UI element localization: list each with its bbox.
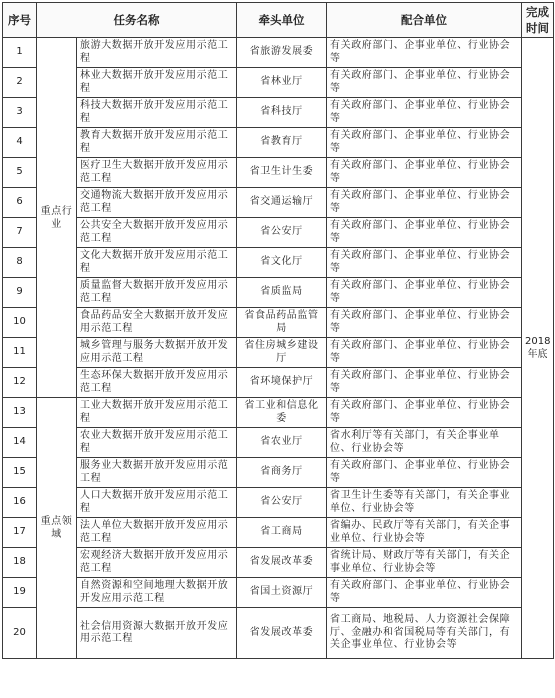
table-row [3, 368, 554, 398]
row-task: 农业大数据开放开发应用示范工程 [77, 428, 237, 458]
row-index: 12 [3, 368, 37, 398]
header-coop: 配合单位 [327, 3, 522, 38]
table-row [3, 338, 554, 368]
row-index: 7 [3, 218, 37, 248]
table-row [3, 518, 554, 548]
row-task: 法人单位大数据开放开发应用示范工程 [77, 518, 237, 548]
header-row [3, 3, 554, 38]
row-index: 18 [3, 548, 37, 578]
table-row [3, 608, 554, 659]
row-lead: 省文化厅 [237, 248, 327, 278]
row-coop: 有关政府部门、企事业单位、行业协会等 [327, 98, 522, 128]
header-time: 完成时间 [522, 3, 554, 38]
row-lead: 省工业和信息化委 [237, 398, 327, 428]
row-coop: 有关政府部门、企事业单位、行业协会等 [327, 338, 522, 368]
row-task: 旅游大数据开放开发应用示范工程 [77, 38, 237, 68]
row-task: 质量监督大数据开放开发应用示范工程 [77, 278, 237, 308]
row-coop: 省工商局、地税局、人力资源社会保障厅、金融办和省国税局等有关部门，有关企事业单位、行业协会等 [327, 608, 522, 659]
table-row [3, 488, 554, 518]
table-row [3, 578, 554, 608]
row-coop: 有关政府部门、企事业单位、行业协会等 [327, 128, 522, 158]
row-lead: 省农业厅 [237, 428, 327, 458]
row-coop: 省统计局、财政厅等有关部门，有关企事业单位、行业协会等 [327, 548, 522, 578]
row-index: 11 [3, 338, 37, 368]
group-field: 重点领域 [37, 398, 77, 659]
row-index: 4 [3, 128, 37, 158]
row-task: 生态环保大数据开放开发应用示范工程 [77, 368, 237, 398]
row-lead: 省公安厅 [237, 218, 327, 248]
row-index: 2 [3, 68, 37, 98]
table-row [3, 308, 554, 338]
row-task: 文化大数据开放开发应用示范工程 [77, 248, 237, 278]
table-row [3, 158, 554, 188]
completion-time: 2018年底 [522, 38, 554, 659]
row-lead: 省科技厅 [237, 98, 327, 128]
table-row [3, 218, 554, 248]
table-row [3, 458, 554, 488]
row-lead: 省住房城乡建设厅 [237, 338, 327, 368]
row-task: 自然资源和空间地理大数据开放开发应用示范工程 [77, 578, 237, 608]
row-index: 17 [3, 518, 37, 548]
table-row [3, 188, 554, 218]
row-index: 13 [3, 398, 37, 428]
row-lead: 省食品药品监管局 [237, 308, 327, 338]
row-lead: 省教育厅 [237, 128, 327, 158]
row-coop: 有关政府部门、企事业单位、行业协会等 [327, 458, 522, 488]
header-index: 序号 [3, 3, 37, 38]
row-lead: 省质监局 [237, 278, 327, 308]
row-lead: 省卫生计生委 [237, 158, 327, 188]
table-row [3, 548, 554, 578]
row-lead: 省旅游发展委 [237, 38, 327, 68]
row-index: 14 [3, 428, 37, 458]
row-lead: 省环境保护厅 [237, 368, 327, 398]
table-row [3, 128, 554, 158]
header-lead: 牵头单位 [237, 3, 327, 38]
task-table [2, 2, 554, 659]
table-row [3, 428, 554, 458]
row-index: 1 [3, 38, 37, 68]
table-row [3, 398, 554, 428]
table-row [3, 248, 554, 278]
row-task: 工业大数据开放开发应用示范工程 [77, 398, 237, 428]
row-coop: 有关政府部门、企事业单位、行业协会等 [327, 248, 522, 278]
row-index: 8 [3, 248, 37, 278]
row-coop: 有关政府部门、企事业单位、行业协会等 [327, 278, 522, 308]
row-index: 16 [3, 488, 37, 518]
row-coop: 有关政府部门、企事业单位、行业协会等 [327, 578, 522, 608]
row-coop: 有关政府部门、企事业单位、行业协会等 [327, 68, 522, 98]
row-coop: 有关政府部门、企事业单位、行业协会等 [327, 188, 522, 218]
row-coop: 有关政府部门、企事业单位、行业协会等 [327, 218, 522, 248]
row-lead: 省工商局 [237, 518, 327, 548]
row-lead: 省国土资源厅 [237, 578, 327, 608]
header-task: 任务名称 [37, 3, 237, 38]
row-lead: 省交通运输厅 [237, 188, 327, 218]
table-row [3, 68, 554, 98]
row-coop: 省卫生计生委等有关部门，有关企事业单位、行业协会等 [327, 488, 522, 518]
row-task: 医疗卫生大数据开放开发应用示范工程 [77, 158, 237, 188]
row-task: 食品药品安全大数据开放开发应用示范工程 [77, 308, 237, 338]
row-lead: 省公安厅 [237, 488, 327, 518]
row-task: 交通物流大数据开放开发应用示范工程 [77, 188, 237, 218]
row-index: 20 [3, 608, 37, 659]
table-row [3, 38, 554, 68]
row-lead: 省发展改革委 [237, 548, 327, 578]
row-lead: 省发展改革委 [237, 608, 327, 659]
row-index: 9 [3, 278, 37, 308]
row-lead: 省商务厅 [237, 458, 327, 488]
row-lead: 省林业厅 [237, 68, 327, 98]
row-coop: 有关政府部门、企事业单位、行业协会等 [327, 158, 522, 188]
row-task: 宏观经济大数据开放开发应用示范工程 [77, 548, 237, 578]
row-index: 10 [3, 308, 37, 338]
row-coop: 有关政府部门、企事业单位、行业协会等 [327, 398, 522, 428]
row-coop: 有关政府部门、企事业单位、行业协会等 [327, 368, 522, 398]
row-index: 15 [3, 458, 37, 488]
row-task: 服务业大数据开放开发应用示范工程 [77, 458, 237, 488]
row-task: 公共安全大数据开放开发应用示范工程 [77, 218, 237, 248]
row-task: 社会信用资源大数据开放开发应用示范工程 [77, 608, 237, 659]
row-index: 5 [3, 158, 37, 188]
row-index: 19 [3, 578, 37, 608]
row-task: 城乡管理与服务大数据开放开发应用示范工程 [77, 338, 237, 368]
row-coop: 有关政府部门、企事业单位、行业协会等 [327, 38, 522, 68]
table-row [3, 98, 554, 128]
row-task: 教育大数据开放开发应用示范工程 [77, 128, 237, 158]
group-industry: 重点行业 [37, 38, 77, 398]
row-task: 科技大数据开放开发应用示范工程 [77, 98, 237, 128]
row-index: 3 [3, 98, 37, 128]
row-index: 6 [3, 188, 37, 218]
row-coop: 有关政府部门、企事业单位、行业协会等 [327, 308, 522, 338]
row-coop: 省编办、民政厅等有关部门，有关企事业单位、行业协会等 [327, 518, 522, 548]
row-task: 林业大数据开放开发应用示范工程 [77, 68, 237, 98]
row-task: 人口大数据开放开发应用示范工程 [77, 488, 237, 518]
table-row [3, 278, 554, 308]
row-coop: 省水利厅等有关部门，有关企事业单位、行业协会等 [327, 428, 522, 458]
